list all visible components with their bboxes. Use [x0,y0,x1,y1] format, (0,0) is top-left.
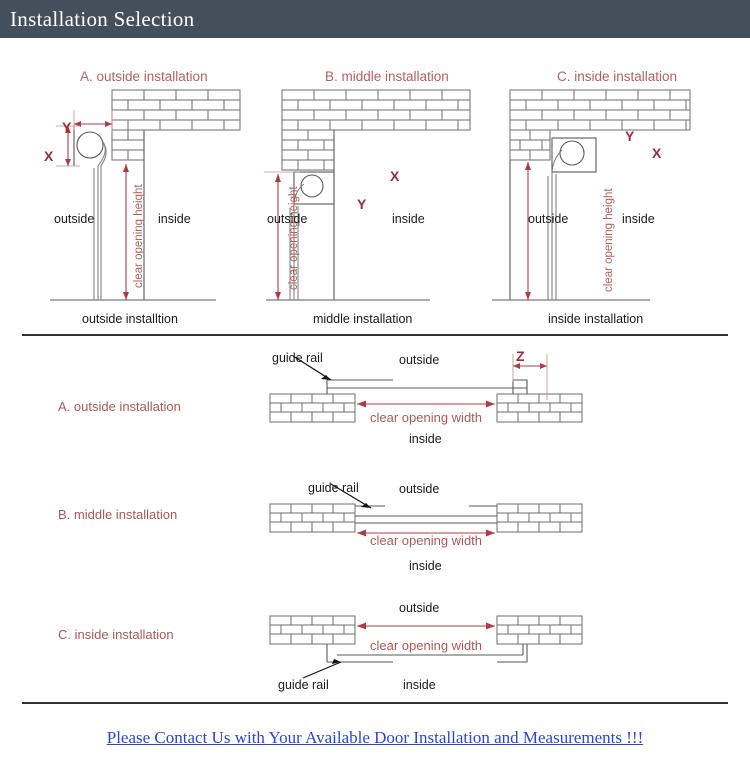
elevation-diagram-c [500,88,730,313]
section-divider-top [22,334,728,336]
plan-diagram-b [265,490,595,550]
elevation-a-caption: outside installtion [82,312,178,326]
plan-row-a-guide-rail-label: guide rail [272,351,323,365]
elevation-diagram-b [270,88,490,313]
elevation-a-outside-label: outside [54,212,95,226]
plan-row-a-label: A. outside installation [58,399,181,414]
elevation-c-dim-y: Y [625,128,635,144]
page-header [0,0,750,38]
elevation-b-caption: middle installation [313,312,413,326]
elevation-panel-a-title: A. outside installation [80,69,208,84]
plan-row-a-inside-label: inside [409,432,442,446]
plan-row-b-guide-rail-label: guide rail [308,481,359,495]
elevation-a-inside-label: inside [158,212,191,226]
plan-row-b-inside-label: inside [409,559,442,573]
elevation-c-height-label: clear opening height [603,188,615,292]
elevation-diagram-a [40,88,260,313]
elevation-c-caption: inside installation [548,312,644,326]
plan-diagram-c [265,612,595,682]
elevation-panel-b-title: B. middle installation [325,69,449,84]
plan-row-b-outside-label: outside [399,482,440,496]
elevation-a-height-label: clear opening height [133,184,145,288]
plan-row-b-width-label: clear opening width [370,533,483,548]
elevation-c-inside-label: inside [622,212,655,226]
elevation-b-height-label: clear opening height [288,186,300,290]
plan-diagram-a [265,360,595,425]
contact-us-link[interactable]: Please Contact Us with Your Available Door Installation and Measurements !!! [106,728,644,747]
elevation-c-outside-label: outside [528,212,569,226]
plan-row-a-dim-z: Z [516,348,525,364]
elevation-a-dim-x: X [44,148,54,164]
plan-row-c-width-label: clear opening width [370,638,483,653]
plan-row-c-inside-label: inside [403,678,436,692]
plan-row-c-guide-rail-label: guide rail [278,678,329,692]
elevation-b-dim-x: X [390,168,400,184]
elevation-b-dim-y: Y [357,196,367,212]
elevation-b-outside-label: outside [267,212,308,226]
elevation-b-inside-label: inside [392,212,425,226]
plan-row-c-label: C. inside installation [58,627,174,642]
elevation-panel-c-title: C. inside installation [557,69,678,84]
elevation-a-dim-y: Y [62,119,72,135]
plan-row-a-width-label: clear opening width [370,410,483,425]
elevation-c-dim-x: X [652,145,662,161]
section-divider-bottom [22,702,728,704]
plan-row-b-label: B. middle installation [58,507,178,522]
plan-row-a-outside-label: outside [399,353,440,367]
plan-row-c-outside-label: outside [399,601,440,615]
page-title: Installation Selection [10,7,195,31]
